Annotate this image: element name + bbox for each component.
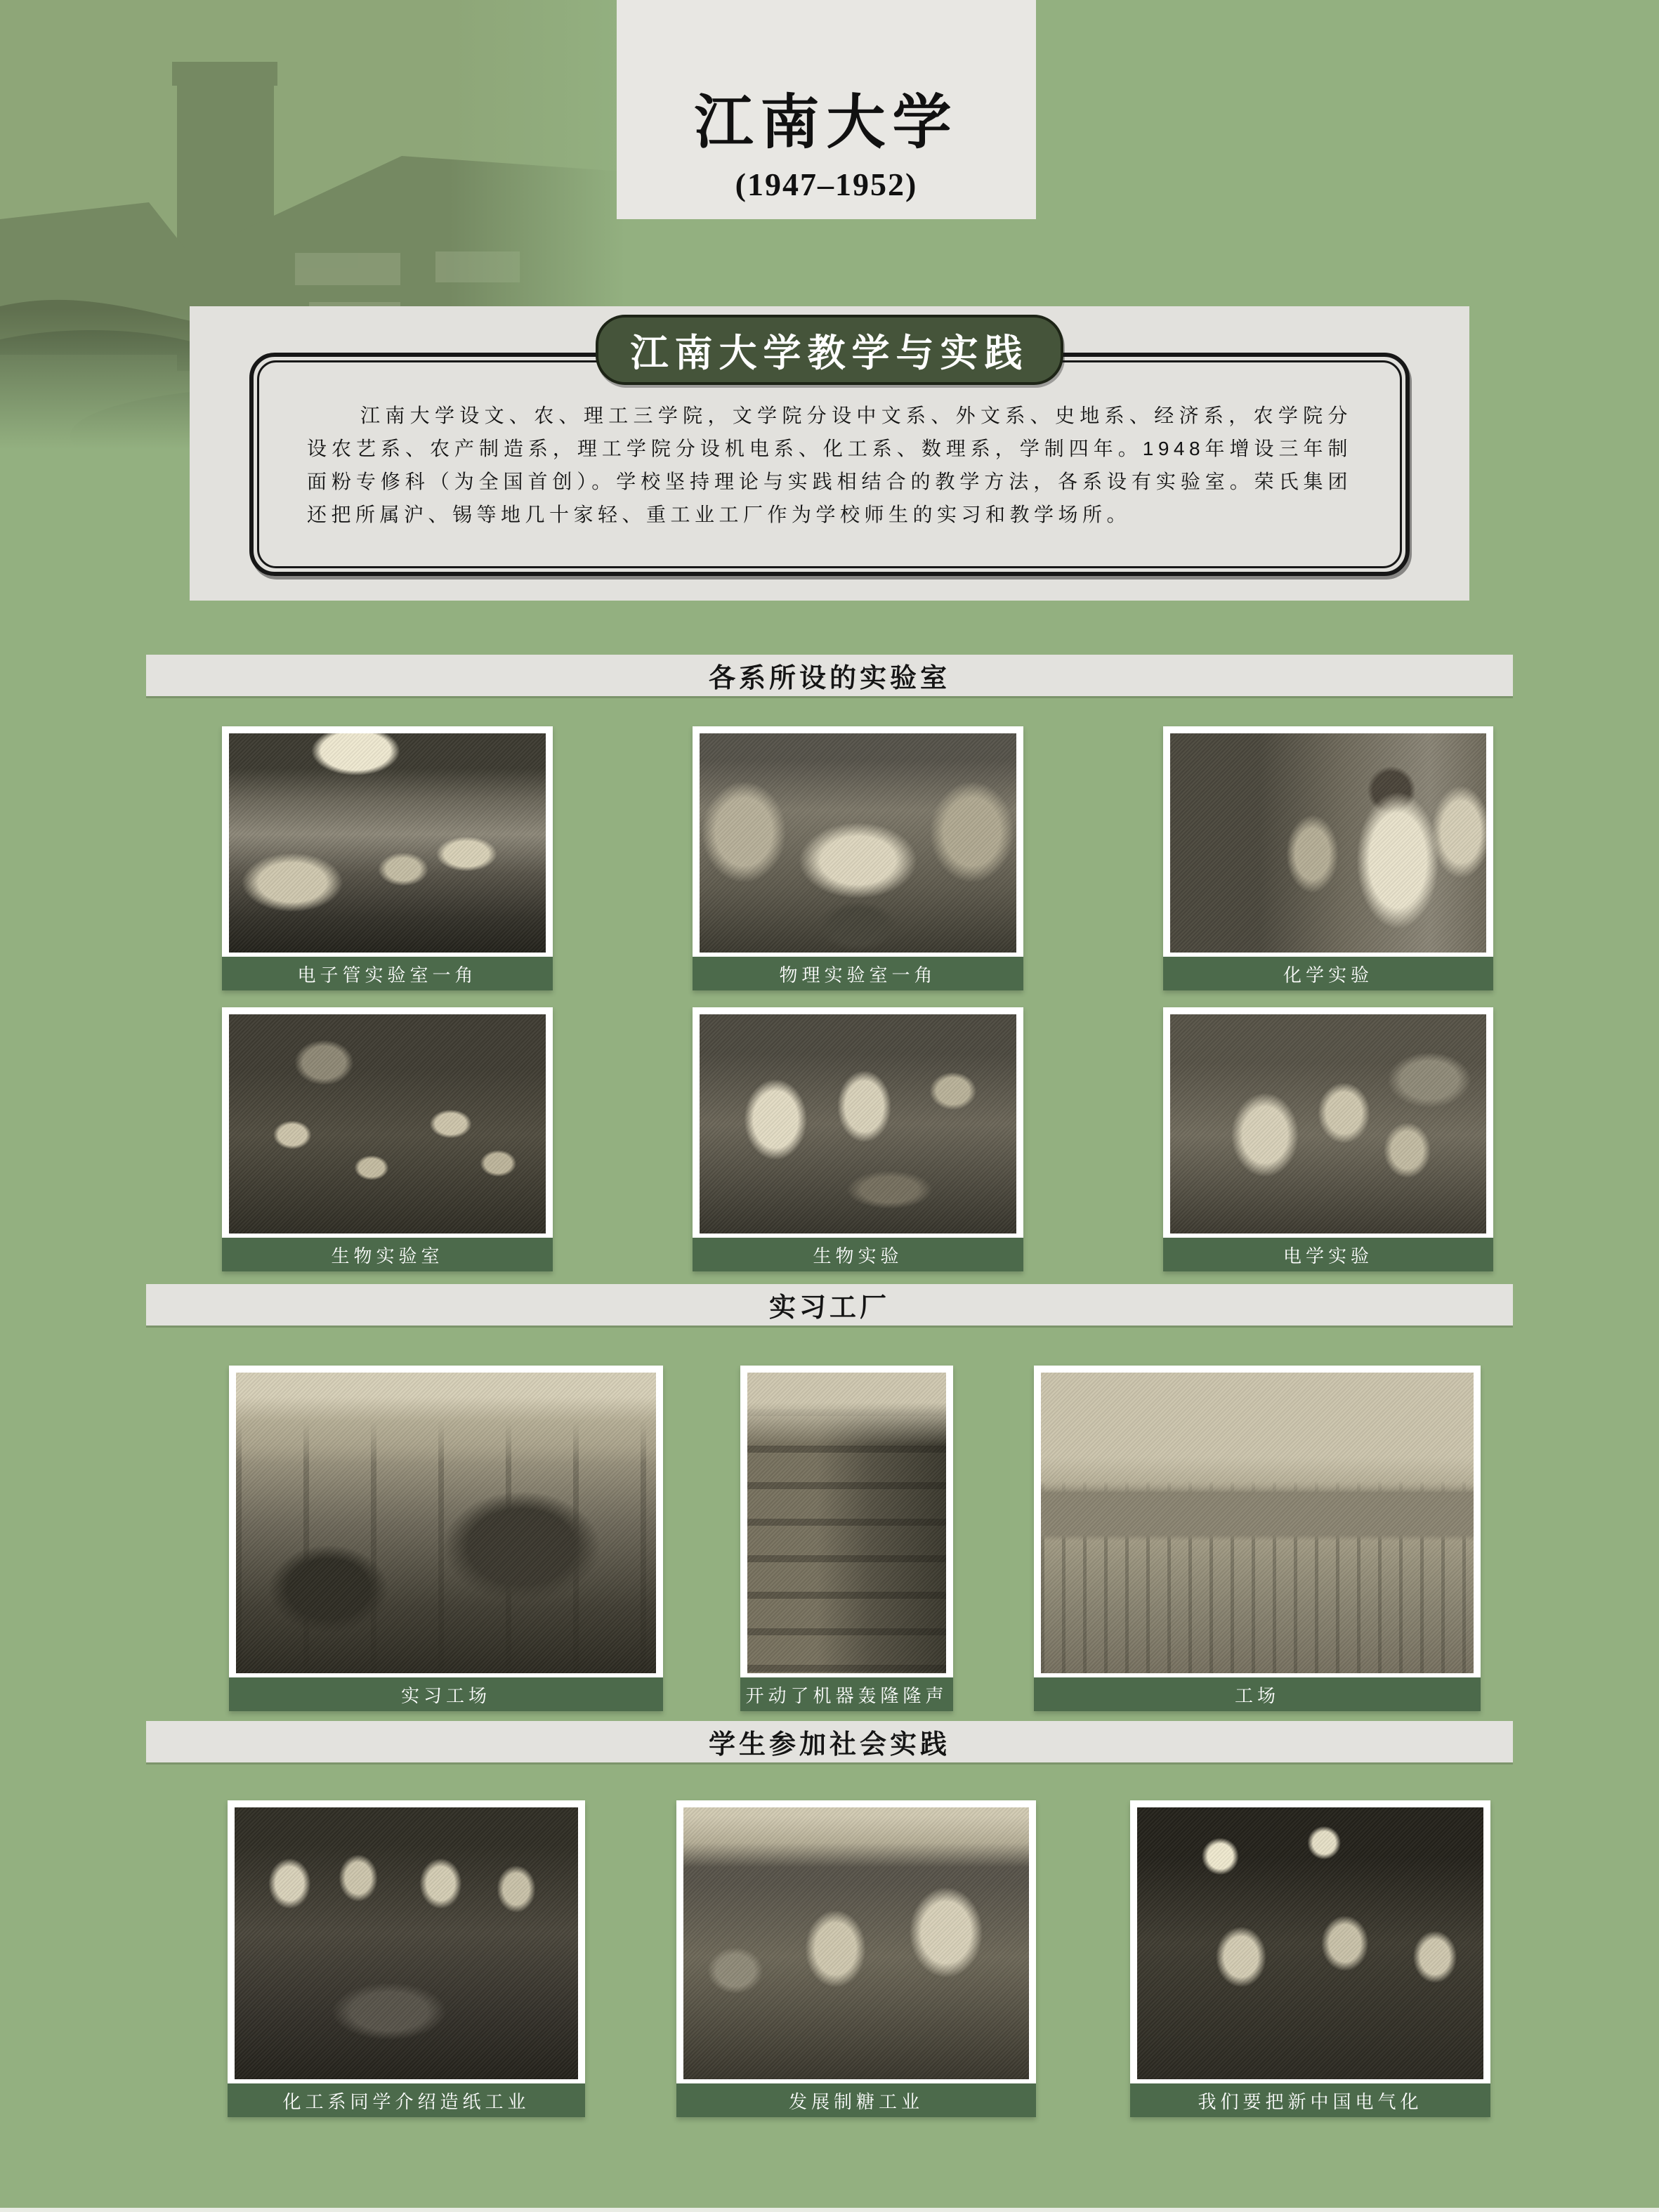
photo-card [740,1366,953,1711]
photo-electron-tube-lab [229,733,546,953]
photo-physics-lab [700,733,1016,953]
photo-card [228,1800,585,2117]
photo-card [693,1007,1023,1271]
photo-caption: 生物实验室 [222,1238,553,1271]
photo-caption: 发展制糖工业 [676,2083,1036,2117]
photo-biology-experiment [700,1014,1016,1233]
bottom-edge-strip [0,2208,1659,2212]
photo-caption: 电子管实验室一角 [222,957,553,990]
photo-factory-waterfront [1041,1373,1474,1673]
photo-caption: 工场 [1034,1677,1481,1711]
section-header-laboratories: 各系所设的实验室 [146,655,1513,696]
intro-banner-title: 江南大学教学与实践 [630,332,1029,374]
photo-electrification [1137,1807,1483,2079]
photo-caption: 化工系同学介绍造纸工业 [228,2083,585,2117]
photo-card [676,1800,1036,2117]
section-header-social-practice: 学生参加社会实践 [146,1721,1513,1762]
photo-caption: 实习工场 [229,1677,663,1711]
photo-caption: 生物实验 [693,1238,1023,1271]
title-card [617,0,1036,219]
photo-biology-lab [229,1014,546,1233]
photo-card [1034,1366,1481,1711]
photo-caption: 我们要把新中国电气化 [1130,2083,1490,2117]
photo-paper-industry-presentation [235,1807,578,2079]
photo-caption: 开动了机器轰隆隆声 [740,1677,953,1711]
intro-banner [596,315,1063,385]
photo-sugar-industry [683,1807,1029,2079]
poster-title: 江南大学 [694,91,959,156]
photo-electrical-experiment [1170,1014,1486,1233]
intro-paragraph: 江南大学设文、农、理工三学院，文学院分设中文系、外文系、史地系、经济系，农学院分设农艺系、农产制造系，理工学院分设机电系、化工系、数理系，学制四年。1948年增设三年制面粉专修科（为全国首创）。学校坚持理论与实践相结合的教学方法，各系设有实验室。荣氏集团还把所属沪、锡等地几十家轻、重工业工厂作为学校师生的实习和教学场所。 [307,405,1352,525]
photo-card [1163,1007,1493,1271]
photo-machines-running [747,1373,946,1673]
photo-card [222,1007,553,1271]
poster-years: (1947–1952) [735,166,918,202]
photo-card [1163,726,1493,990]
photo-card [693,726,1023,990]
photo-chemistry-experiment [1170,733,1486,953]
section-header-practice-factories: 实习工厂 [146,1284,1513,1326]
photo-card [1130,1800,1490,2117]
photo-card [222,726,553,990]
photo-card [229,1366,663,1711]
photo-practice-workshop [236,1373,656,1673]
photo-caption: 物理实验室一角 [693,957,1023,990]
photo-caption: 电学实验 [1163,1238,1493,1271]
photo-caption: 化学实验 [1163,957,1493,990]
